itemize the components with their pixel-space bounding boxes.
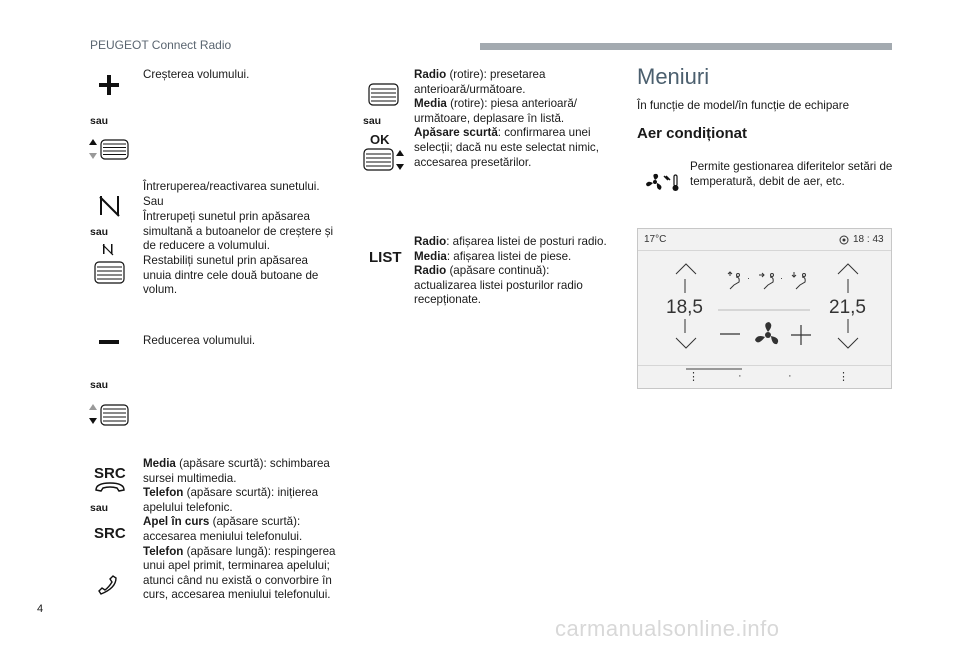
right-temp-divider [847, 279, 849, 293]
scroll-wheel-down-icon [88, 402, 130, 428]
scroll-wheel-up-icon [88, 137, 130, 161]
call-bold: Apel în curs [143, 515, 210, 529]
menu-dots-icon[interactable]: ⋮ [838, 371, 849, 383]
media-text: (rotire): piesa anterioară/ următoare, deplasare în listă. [414, 97, 578, 125]
outside-temperature: 17°C [644, 234, 667, 245]
divider-line [718, 309, 810, 311]
fan-icon [754, 321, 782, 349]
media-bold: Media [143, 457, 176, 470]
mute-icon [97, 193, 123, 219]
airflow-feet-icon[interactable] [790, 271, 816, 291]
telephone-long-text: (apăsare lungă): respingerea unui apel primit, terminarea apelului; atunci când nu există o convorbire în curs, accesarea meniului telefonului. [143, 544, 336, 602]
radio-update-text: (apăsare continuă): actualizarea listei posturilor radio recepționate. [414, 264, 583, 307]
watermark: carmanualsonline.info [555, 616, 780, 641]
ac-description: Permite gestionarea diferitelor setări de temperatură, debit de aer, etc. [690, 160, 893, 188]
air-conditioning-icon [645, 172, 683, 192]
location-icon [839, 235, 849, 245]
ok-wheel-icon [362, 147, 406, 173]
radio-update-bold: Radio [414, 264, 447, 278]
menu-dot-icon[interactable]: · [788, 370, 792, 382]
media-text: (apăsare scurtă): schimbarea sursei multimedia. [143, 457, 330, 485]
or-label: sau [90, 379, 109, 391]
minus-icon [98, 339, 120, 347]
call-text: (apăsare scurtă): accesarea meniului telefonului. [143, 515, 303, 543]
small-mute-icon [100, 242, 116, 256]
separator-dot: · [780, 273, 783, 283]
climate-screen [637, 228, 892, 389]
mute-text-4: Restabiliți sunetul prin apăsarea unuia dintre cele două butoane de volum. [143, 254, 319, 297]
menu-heading: Meniuri [637, 64, 710, 89]
src-label-2: SRC [94, 525, 126, 542]
left-temp-divider [684, 279, 686, 293]
ac-heading: Aer condiționat [637, 125, 748, 142]
left-temp-divider [684, 319, 686, 333]
src-description [143, 457, 343, 603]
src-label: SRC [94, 465, 126, 482]
radio-list-bold: Radio [414, 235, 447, 248]
handset-icon [97, 575, 119, 597]
right-temp-down-icon[interactable] [837, 337, 859, 349]
status-bar [638, 229, 891, 251]
left-temp-up-icon[interactable] [675, 263, 697, 275]
short-press-text: : confirmarea unei selecții; dacă nu este selectat nimic, accesarea presetărilor. [414, 126, 599, 169]
radio-text: (rotire): presetarea anterioară/următoare. [414, 68, 546, 96]
clock: 18 : 43 [853, 234, 884, 245]
header-title: PEUGEOT Connect Radio [90, 38, 232, 52]
right-temperature: 21,5 [829, 297, 866, 318]
volume-down-text: Reducerea volumului. [143, 334, 256, 347]
menu-dot-icon[interactable]: · [738, 370, 742, 382]
separator-dot: · [747, 273, 750, 283]
fan-increase-icon[interactable] [791, 325, 811, 345]
media-bold: Media [414, 97, 447, 111]
or-label: sau [90, 115, 109, 127]
list-label: LIST [369, 249, 402, 266]
media-list-text: : afișarea listei de piese. [446, 249, 572, 263]
radio-list-text: : afișarea listei de posturi radio. [446, 235, 607, 248]
menu-bar [638, 365, 891, 389]
mute-text-2: Sau [143, 195, 164, 208]
left-temp-down-icon[interactable] [675, 337, 697, 349]
fan-decrease-icon[interactable] [720, 332, 740, 336]
wheel-description [414, 68, 609, 170]
telephone-long-bold: Telefon [143, 544, 184, 558]
right-temp-divider [847, 319, 849, 333]
or-label: sau [90, 226, 109, 238]
list-description [414, 235, 609, 308]
left-temperature: 18,5 [666, 297, 703, 318]
short-press-bold: Apăsare scurtă [414, 126, 498, 140]
header-bar [480, 43, 892, 50]
or-label: sau [363, 115, 382, 127]
right-temp-up-icon[interactable] [837, 263, 859, 275]
mute-text-3: Întrerupeți sunetul prin apăsarea simultană a butoanelor de creștere și de reducere a volumului. [143, 210, 334, 253]
scroll-wheel-icon [93, 260, 127, 286]
media-list-bold: Media [414, 249, 447, 263]
menu-dots-icon[interactable]: ⋮ [688, 371, 699, 383]
volume-up-text: Creșterea volumului. [143, 68, 250, 81]
telephone-bold: Telefon [143, 486, 184, 500]
page-number: 4 [37, 603, 44, 615]
or-label: sau [90, 502, 109, 514]
ok-label: OK [370, 132, 390, 147]
scroll-wheel-icon [367, 82, 401, 108]
telephone-text: (apăsare scurtă): inițierea apelului telefonic. [143, 486, 319, 514]
phone-icon [93, 480, 127, 494]
radio-bold: Radio [414, 68, 447, 81]
mute-text-1: Întreruperea/reactivarea sunetului. [143, 180, 320, 193]
plus-icon [98, 74, 120, 96]
menu-subtitle: În funcție de model/în funcție de echipare [637, 99, 850, 112]
